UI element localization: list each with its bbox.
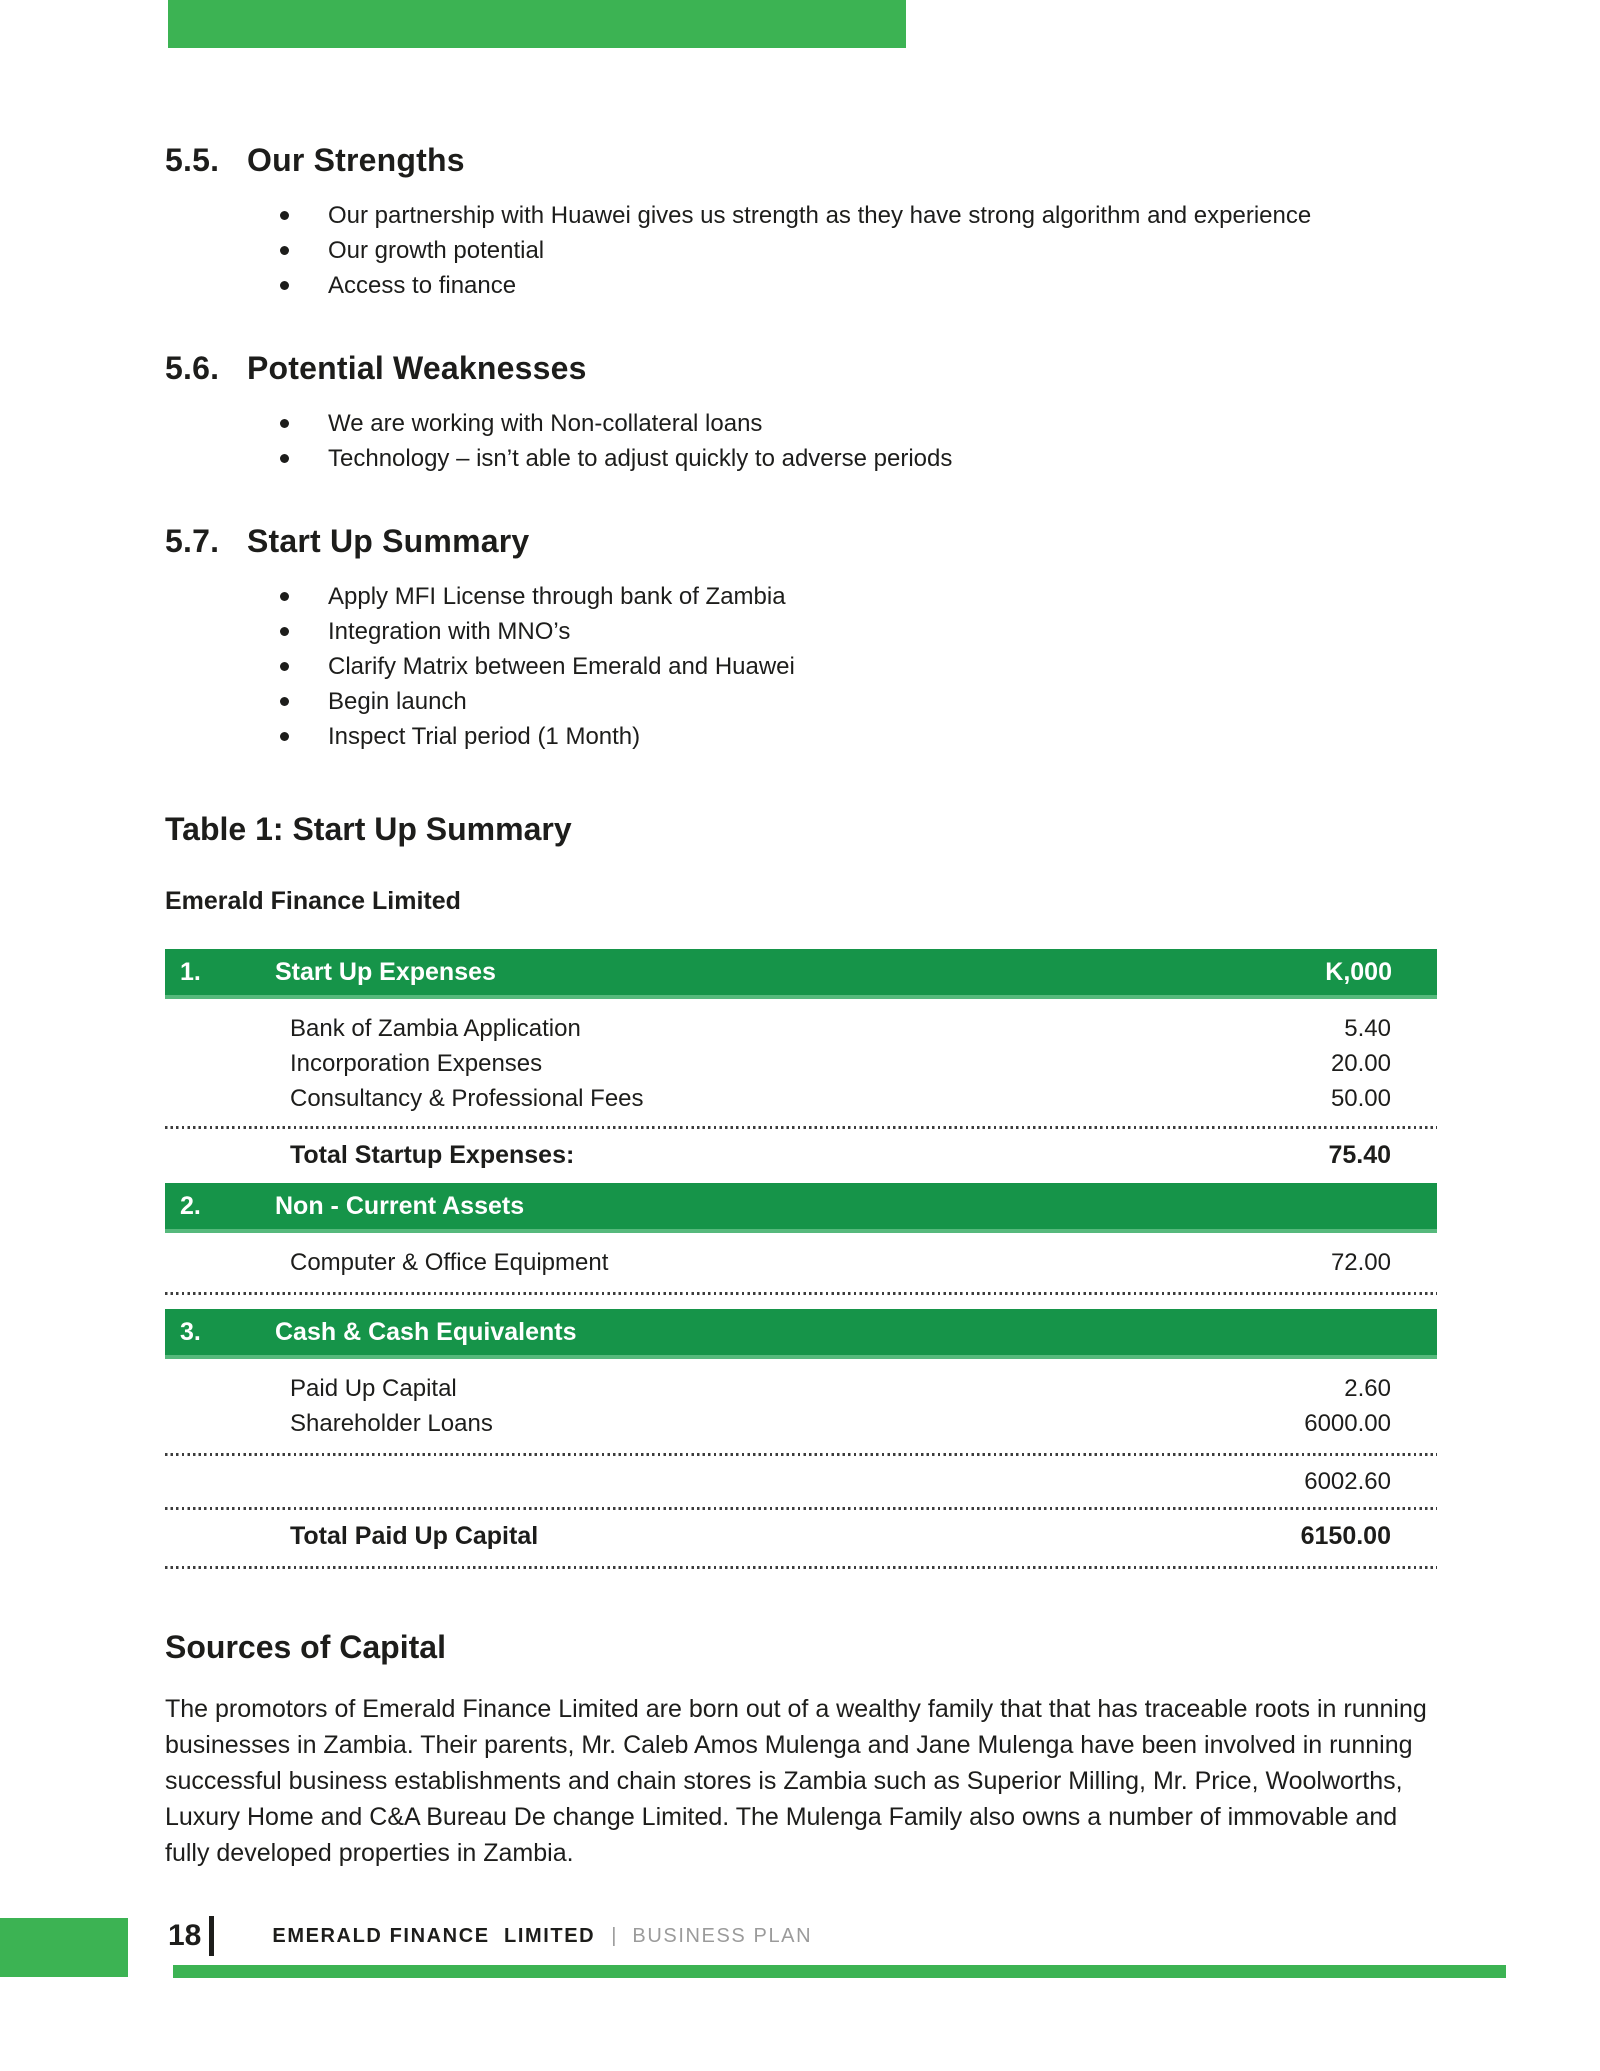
section-index: 3. [180, 1317, 201, 1346]
bullet-item: Clarify Matrix between Emerald and Huawei [280, 649, 1437, 684]
row-label: Shareholder Loans [290, 1410, 493, 1437]
dotted-separator [165, 1126, 1437, 1129]
dotted-separator [165, 1292, 1437, 1295]
top-accent-bar [168, 0, 906, 48]
table-body-1 [165, 999, 1437, 1116]
dotted-separator [165, 1453, 1437, 1456]
bullet-item: Technology – isn’t able to adjust quickly to adverse periods [280, 441, 1437, 476]
section-title: Start Up Summary [247, 523, 530, 559]
table-row [165, 1081, 1437, 1116]
total-value: 75.40 [1328, 1141, 1391, 1169]
dotted-separator [165, 1507, 1437, 1510]
total-label: Total Paid Up Capital [290, 1522, 539, 1550]
row-value: 2.60 [1344, 1375, 1391, 1402]
table-row [165, 1011, 1437, 1046]
table-section-header-3 [165, 1309, 1437, 1359]
bullet-item: Our growth potential [280, 233, 1437, 268]
section-number: 5.5. [165, 142, 220, 178]
section-index: 1. [180, 957, 201, 986]
section-heading-5-5 [165, 140, 1437, 180]
footer-divider-bar [209, 1916, 214, 1956]
section-label: Cash & Cash Equivalents [275, 1317, 577, 1346]
total-value: 6150.00 [1300, 1522, 1391, 1550]
bullet-list-strengths [165, 198, 1437, 303]
table-row [165, 1406, 1437, 1441]
section-heading-5-6 [165, 348, 1437, 388]
table-body-2 [165, 1233, 1437, 1280]
row-label: Computer & Office Equipment [290, 1249, 609, 1276]
sources-of-capital-heading: Sources of Capital [165, 1629, 446, 1665]
dotted-separator [165, 1566, 1437, 1569]
bullet-item: Our partnership with Huawei gives us strength as they have strong algorithm and experience [280, 198, 1437, 233]
section-index: 2. [180, 1191, 201, 1220]
row-value: 6002.60 [1304, 1468, 1391, 1495]
subtotal-row-cash [165, 1464, 1437, 1499]
bullet-item: We are working with Non-collateral loans [280, 406, 1437, 441]
table-title: Table 1: Start Up Summary [165, 811, 572, 847]
row-label: Consultancy & Professional Fees [290, 1085, 644, 1112]
footer-separator: | [611, 1924, 617, 1947]
footer [168, 1912, 812, 1960]
section-title: Our Strengths [247, 142, 465, 178]
bullet-item: Begin launch [280, 684, 1437, 719]
table-section-header-1 [165, 949, 1437, 999]
table-section-header-2 [165, 1183, 1437, 1233]
bullet-item: Access to finance [280, 268, 1437, 303]
table-row [165, 1245, 1437, 1280]
row-label: Paid Up Capital [290, 1375, 457, 1402]
row-value: 50.00 [1330, 1085, 1391, 1112]
row-value: 20.00 [1330, 1050, 1391, 1077]
footer-accent-block [0, 1918, 128, 1977]
footer-doc-type: BUSINESS PLAN [632, 1924, 813, 1947]
section-label: Start Up Expenses [275, 957, 496, 986]
startup-summary-table [165, 949, 1437, 1569]
footer-brand: EMERALD FINANCE LIMITED [272, 1924, 596, 1947]
row-label [165, 1464, 1304, 1499]
section-heading-5-7 [165, 521, 1437, 561]
bullet-list-startup [165, 579, 1437, 754]
section-title: Potential Weaknesses [247, 350, 587, 386]
section-number: 5.6. [165, 350, 220, 386]
bullet-item: Inspect Trial period (1 Month) [280, 719, 1437, 754]
unit-label: K,000 [1325, 957, 1392, 986]
table-row [165, 1046, 1437, 1081]
bullet-item: Integration with MNO’s [280, 614, 1437, 649]
row-label: Incorporation Expenses [290, 1050, 543, 1077]
sources-of-capital-paragraph: The promotors of Emerald Finance Limited are born out of a wealthy family that that has traceable roots in running businesses in Zambia. Their parents, Mr. Caleb Amos Mulenga and Jane Mulenga have been involved in running successful business establishments and chain stores is Zambia such as Superior Milling, Mr. Price, Woolworths, Luxury Home and C&A Bureau De change Limited. The Mulenga Family also owns a number of immovable and fully developed properties in Zambia. [165, 1695, 1427, 1867]
row-label: Bank of Zambia Application [290, 1015, 581, 1042]
footer-accent-bar [173, 1965, 1506, 1978]
section-label: Non - Current Assets [275, 1191, 525, 1220]
table-body-3 [165, 1359, 1437, 1441]
row-value: 72.00 [1330, 1249, 1391, 1276]
table-row [165, 1371, 1437, 1406]
page-number: 18 [168, 1919, 202, 1952]
row-value: 6000.00 [1304, 1410, 1391, 1437]
section-number: 5.7. [165, 523, 220, 559]
table-subtitle: Emerald Finance Limited [165, 887, 461, 915]
bullet-list-weaknesses [165, 406, 1437, 476]
row-value: 5.40 [1344, 1015, 1391, 1042]
page-content [165, 140, 1437, 1871]
bullet-item: Apply MFI License through bank of Zambia [280, 579, 1437, 614]
total-label: Total Startup Expenses: [290, 1141, 575, 1169]
total-row-paid-up-capital [165, 1514, 1437, 1558]
total-row-startup-expenses [165, 1133, 1437, 1177]
